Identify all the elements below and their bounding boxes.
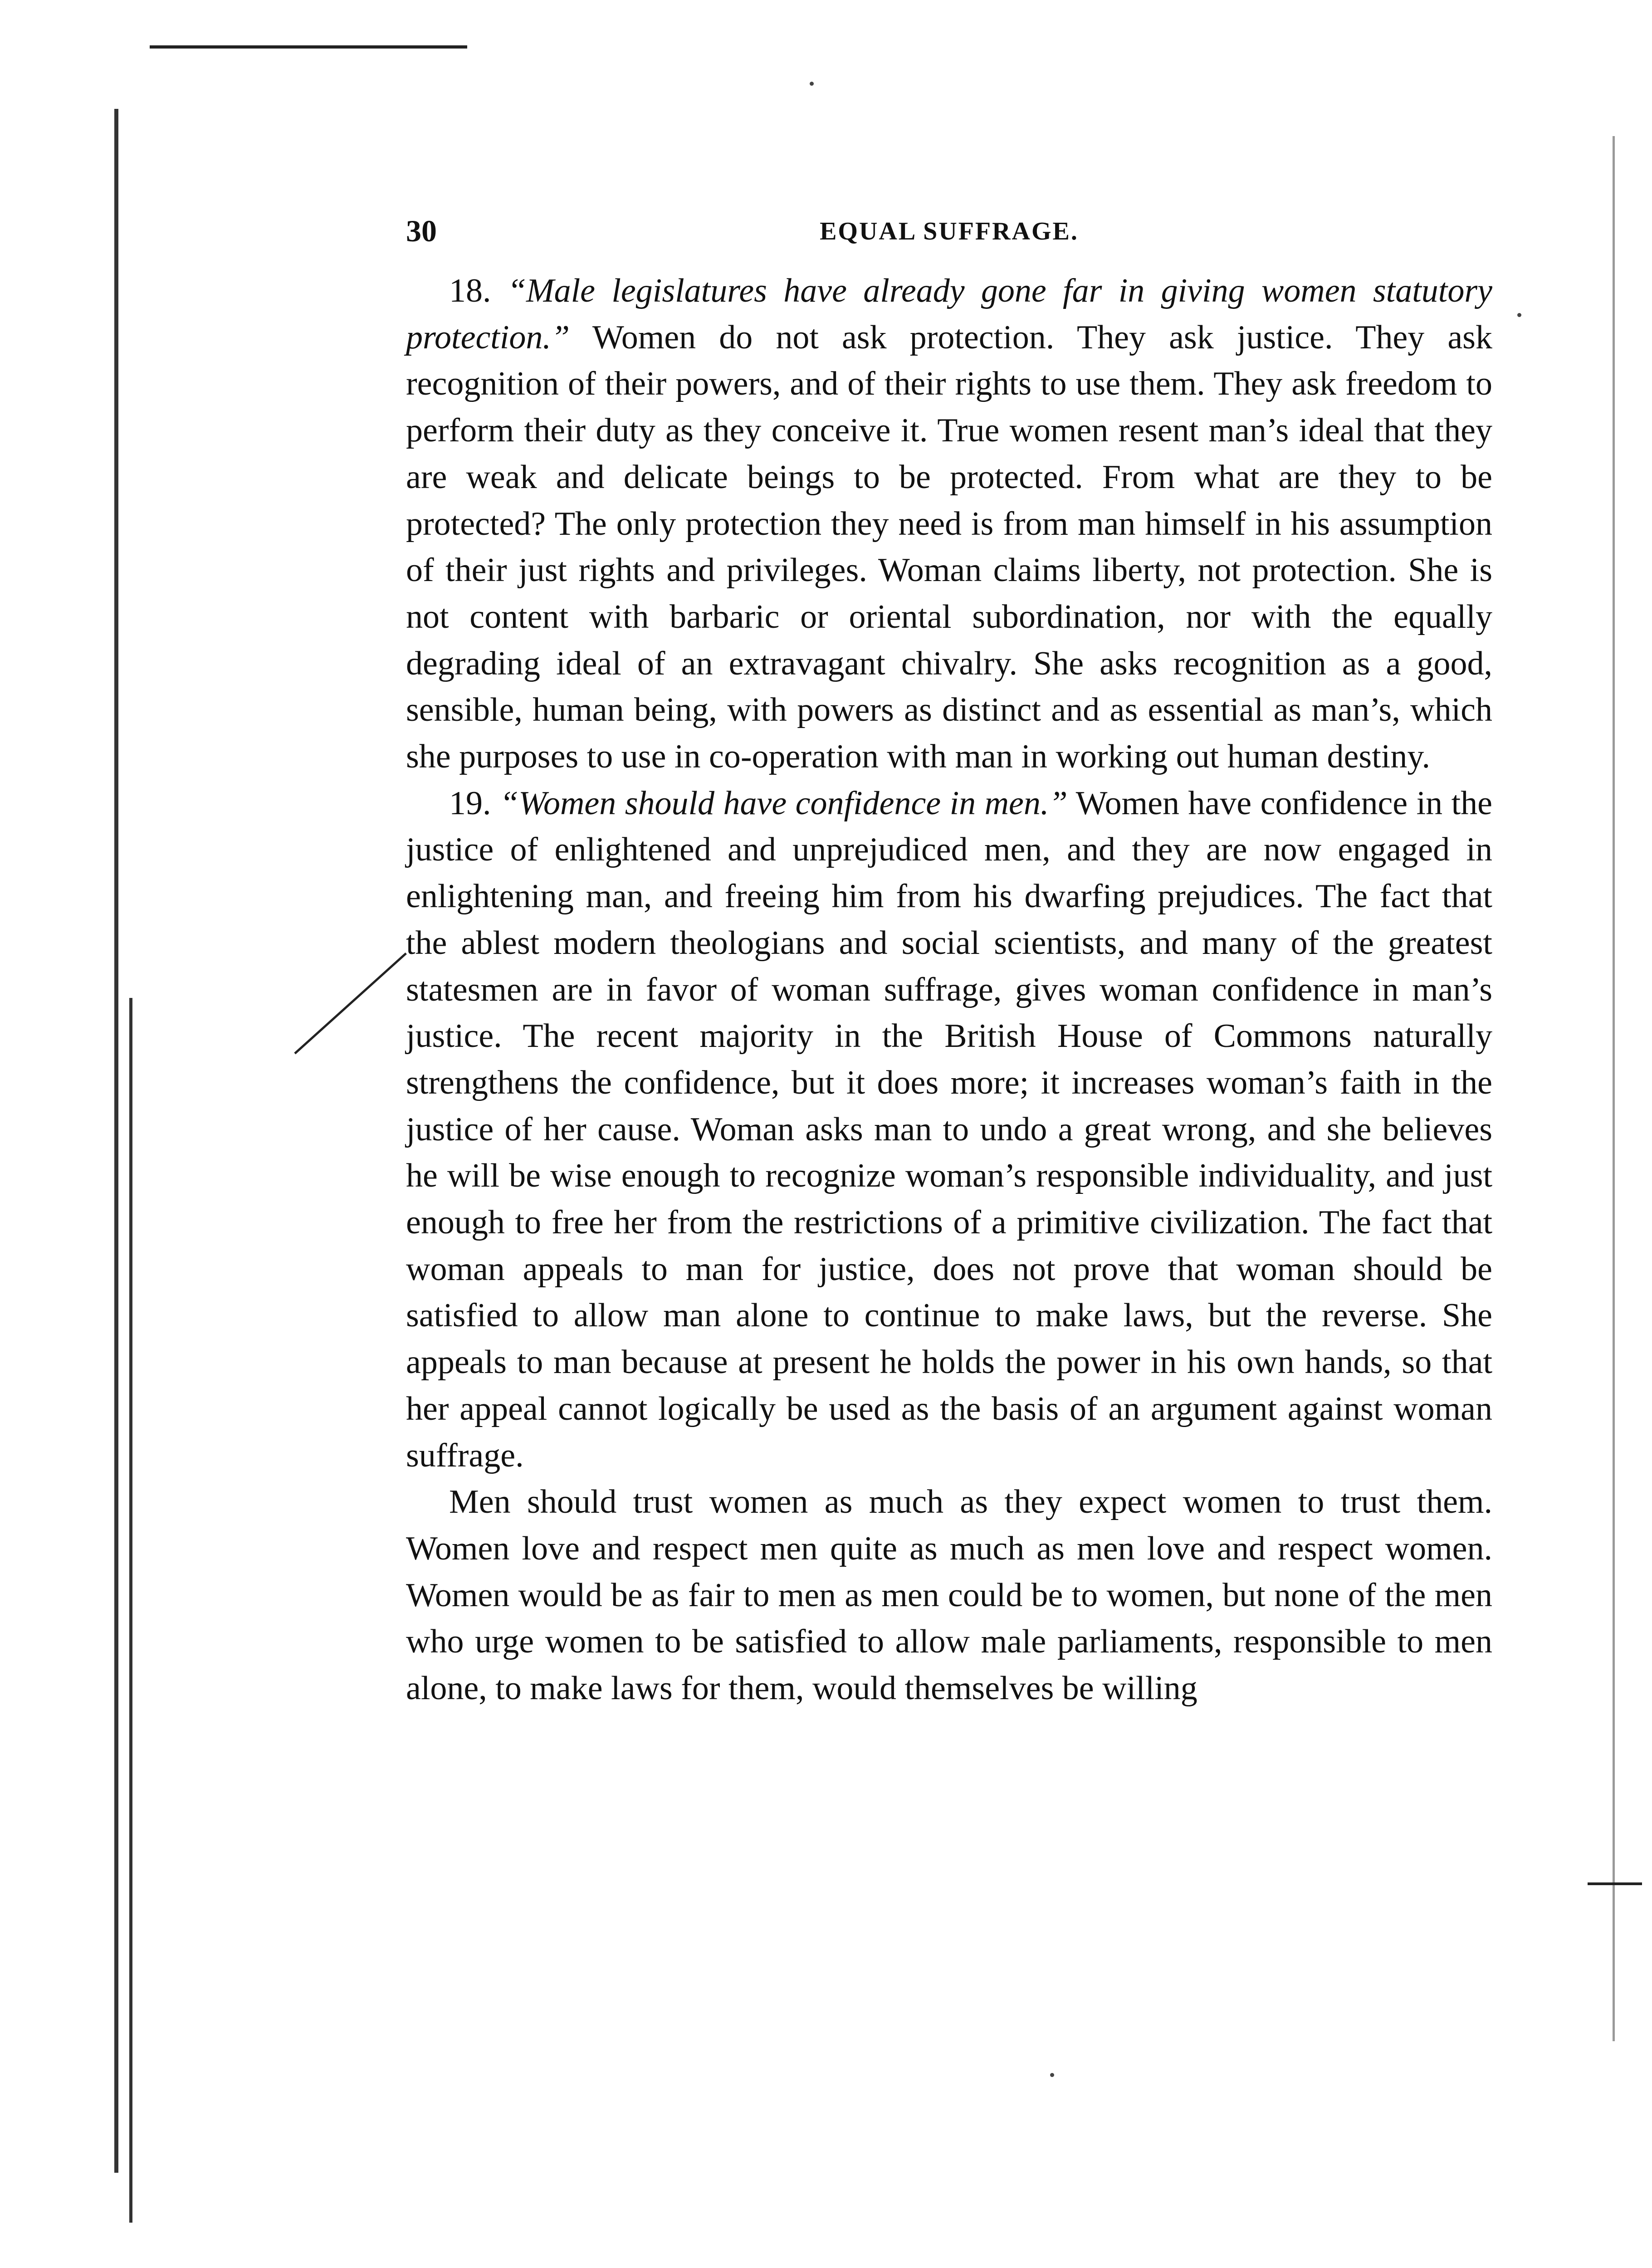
scan-speck — [1517, 313, 1521, 317]
paragraph-text: Women have confidence in the justice of enlightened and unprejudiced men, and they are now engaged in enlightening man, and freeing him from his dwarfing prejudices. The fact that the ablest modern theologians and social scientists, and many of the greatest statesmen are in favor of woman suffrage, gives woman confidence in man’s justice. The recent majority in the British House of Commons naturally strengthens the confidence, but it does more; it increases woman’s faith in the justice of her cause. Woman asks man to undo a great wrong, and she believes he will be wise enough to recognize woman’s responsible individuality, and just enough to free her from the restrictions of a primitive civilization. The fact that woman appeals to man for justice, does not prove that woman should be satisfied to allow man alone to continue to make laws, but the reverse. She appeals to man because at present he holds the power in his own hands, so that her appeal cannot logically be used as the basis of an argument against woman suffrage. — [406, 784, 1493, 1474]
objection-quote: “Women should have confidence in men.” — [499, 784, 1068, 822]
item-number: 19. — [449, 784, 491, 822]
scan-artifact-left-edge-2 — [129, 998, 132, 2223]
page-number: 30 — [406, 214, 437, 248]
paragraph-text: Men should trust women as much as they expect women to trust them. Women love and respect men quite as much as men love and respect women. Women would be as fair to men as men could be to women, but none of the men who urge women to be satisfied to allow male parliaments, responsible to men alone, to make laws for them, would themselves be willing — [406, 1483, 1492, 1707]
running-head — [406, 213, 1492, 254]
page-content — [406, 213, 1492, 1712]
paragraph-continuation — [406, 1479, 1492, 1712]
objection-quote: “Male legislatures have already gone far in giving women statutory protection.” — [406, 272, 1492, 356]
item-number: 18. — [449, 272, 491, 309]
scan-artifact-right-edge — [1613, 136, 1615, 2041]
paragraph-19 — [406, 780, 1492, 1479]
scan-speck — [1050, 2073, 1054, 2077]
scan-artifact-top-left — [150, 45, 467, 49]
scan-artifact-left-edge — [114, 109, 118, 2173]
paragraph-18 — [406, 268, 1492, 780]
body-text — [406, 268, 1492, 1712]
paragraph-text: Women do not ask protection. They ask justice. They ask recognition of their powers, and of their rights to use them. They ask freedom to perform their duty as they conceive it. True women resent man’s ideal that they are weak and delicate beings to be protected. From what are they to be protected? The only protection they need is from man himself in his assumption of their just rights and privileges. Woman claims liberty, not protection. She is not content with barbaric or oriental subordination, nor with the equally degrading ideal of an extravagant chivalry. She asks recognition as a good, sensible, human being, with powers as distinct and as essential as man’s, which she purposes to use in co-operation with man in working out human destiny. — [406, 318, 1492, 776]
scan-speck — [810, 82, 814, 86]
scan-artifact-right-tick — [1588, 1882, 1642, 1885]
running-head-title: EQUAL SUFFRAGE. — [820, 217, 1079, 245]
scan-artifact-diagonal-line — [294, 953, 407, 1055]
